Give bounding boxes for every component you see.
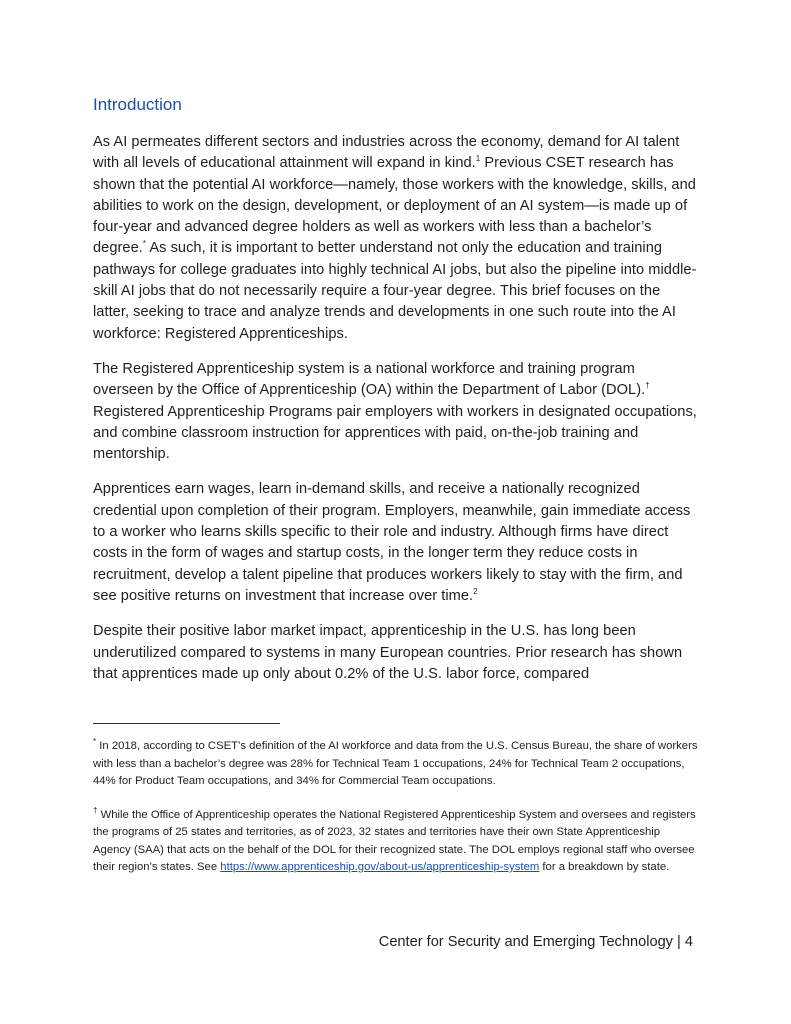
paragraph-3-text-a: Apprentices earn wages, learn in-demand skills, and receive a nationally recognized credential upon completion of their program. Employers, meanwhile, gain immediate access to a worker who learns skills specific to their role and industry. Although firms have direct costs in the form of wages and startup costs, in the longer term they reduce costs in recruitment, develop a talent pipeline that produces workers likely to stay with the firm, and see positive returns on investment that increase over time.	[93, 481, 691, 604]
endnote-ref-1[interactable]: 1	[475, 154, 481, 164]
page-footer: Center for Security and Emerging Technology | 4	[378, 934, 693, 950]
paragraph-2-text-b: Registered Apprenticeship Programs pair employers with workers in designated occupations, and combine classroom instruction for apprentices with paid, on-the-job training and mentorship.	[93, 403, 697, 463]
paragraph-1-text-a: As AI permeates different sectors and industries across the economy, demand for AI talent with all levels of educational attainment will expand in kind.	[93, 134, 680, 172]
footnote-dagger-after: for a breakdown by state.	[539, 861, 670, 873]
paragraph-1-text-b: Previous CSET research has shown that the potential AI workforce—namely, those workers with the knowledge, skills, and abilities to work on the design, development, or deployment of an AI system—is made up of four-year and advanced degree holders as well as workers with less than a bachelor’s degree.	[93, 155, 696, 257]
paragraph-4	[93, 621, 698, 685]
main-content	[93, 94, 698, 699]
footnote-mark-asterisk: *	[93, 737, 97, 747]
paragraph-3	[93, 479, 698, 607]
paragraph-4-text-a: Despite their positive labor market impact, apprenticeship in the U.S. has long been underutilized compared to systems in many European countries. Prior research has shown that apprentices made up only about 0.2% of the U.S. labor force, compared	[93, 623, 683, 682]
footnote-dagger	[93, 807, 699, 877]
paragraph-2	[93, 359, 698, 465]
paragraph-1-text-c: As such, it is important to better understand not only the education and training pathways for college graduates into highly technical AI jobs, but also the pipeline into middle-skill AI jobs that do not necessarily require a four-year degree. This brief focuses on the latter, seeking to trace and analyze trends and developments in one such route into the AI workforce: Registered Apprenticeships.	[93, 240, 697, 342]
endnote-ref-2[interactable]: 2	[473, 587, 478, 597]
paragraph-1	[93, 132, 698, 345]
footnotes	[93, 738, 699, 893]
section-heading: Introduction	[93, 95, 182, 114]
footnote-dagger-text: While the Office of Apprenticeship operates the National Registered Apprenticeship System and oversees and registers the programs of 25 states and territories, as of 2023, 32 states and territories have their own State Apprenticeship Agency (SAA) that acts on the behalf of the DOL for their recognized state. The DOL employs regional staff who oversee their region’s states. See	[93, 808, 696, 873]
footnote-ref-dagger[interactable]: †	[645, 381, 650, 391]
paragraph-2-text-a: The Registered Apprenticeship system is a national workforce and training program overseen by the Office of Apprenticeship (OA) within the Department of Labor (DOL).	[93, 360, 646, 399]
footnote-ref-asterisk[interactable]: *	[142, 239, 147, 249]
footnote-asterisk	[93, 738, 699, 791]
footnote-divider	[93, 723, 280, 724]
apprenticeship-system-link[interactable]: https://www.apprenticeship.gov/about-us/apprenticeship-system	[220, 861, 540, 873]
footnote-asterisk-text: In 2018, according to CSET’s definition of the AI workforce and data from the U.S. Census Bureau, the share of workers with less than a bachelor’s degree was 28% for Technical Team 1 occupations, 24% for Technical Team 2 occupations, 44% for Product Team occupations, and 34% for Commercial Team occupations.	[93, 740, 698, 787]
footnote-mark-dagger: †	[93, 805, 98, 815]
